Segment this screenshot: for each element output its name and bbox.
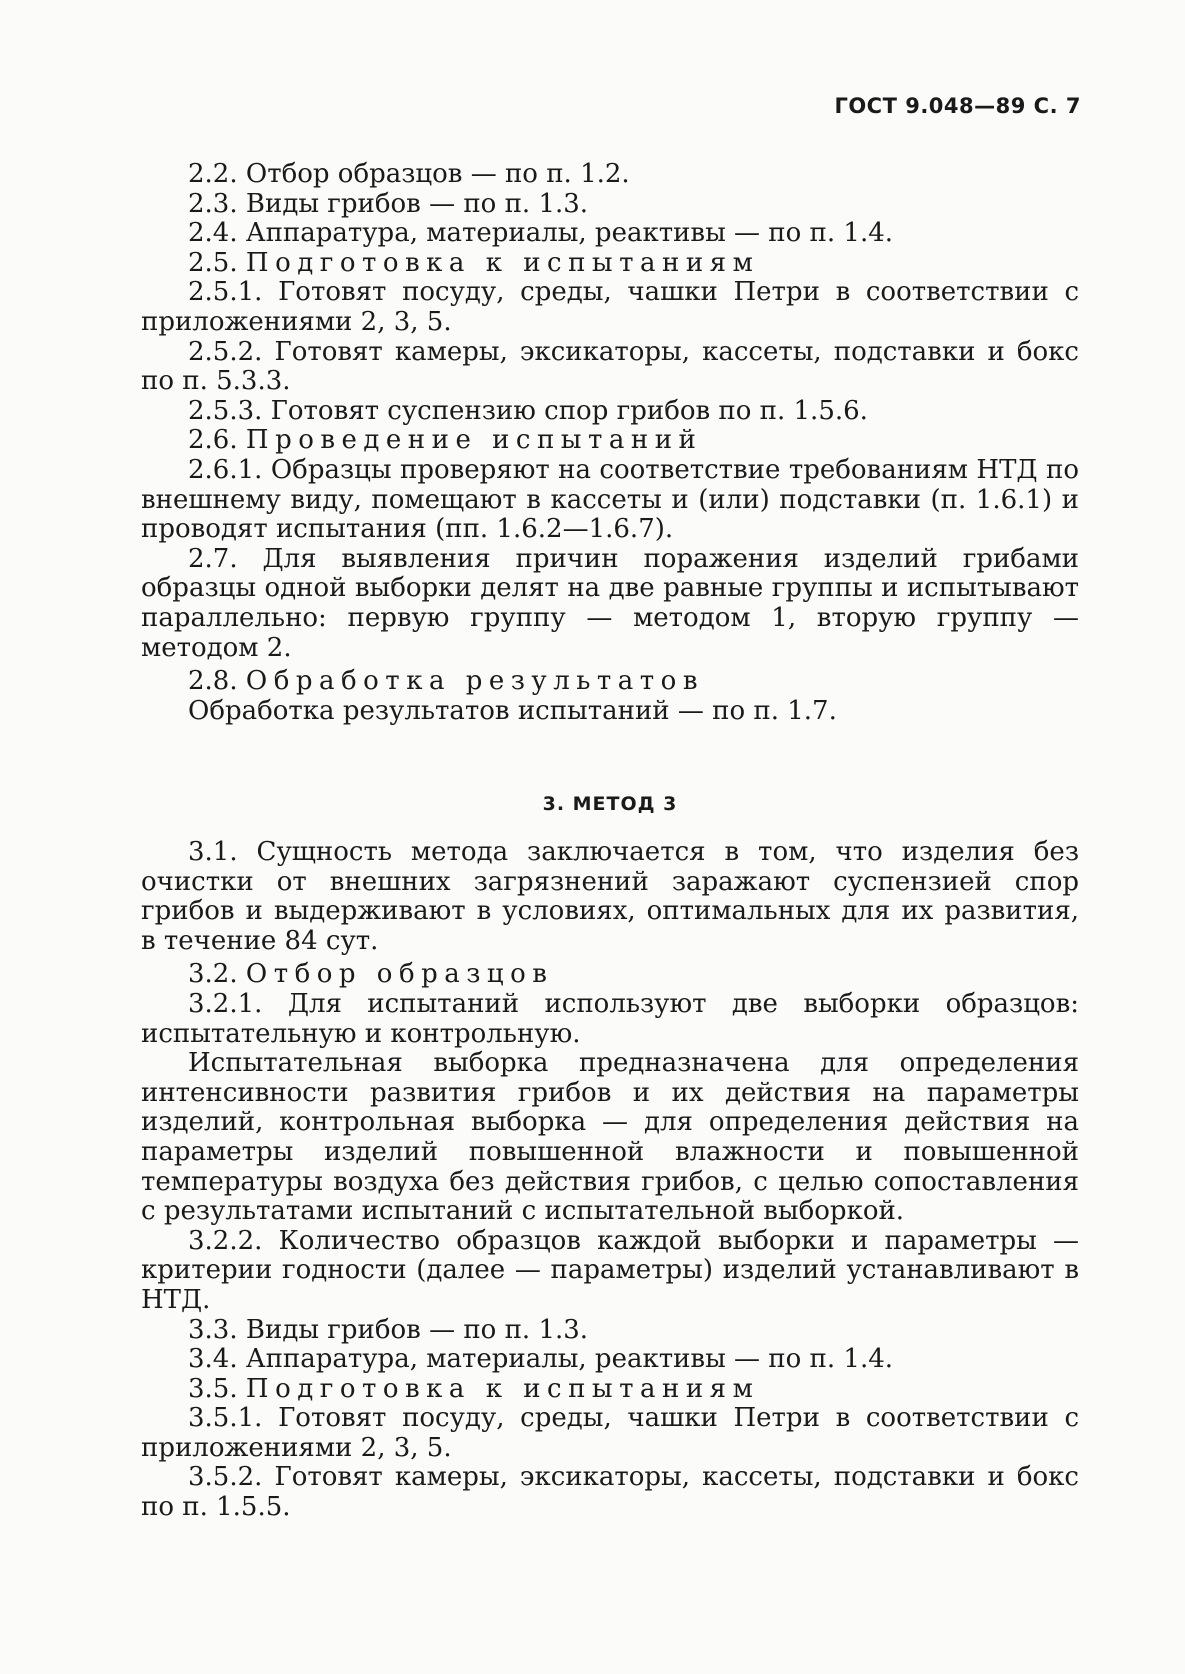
paragraph-3-1: 3.1. Сущность метода заключается в том, что изделия без очистки от внешних загрязнений заражают суспензией спор грибов и выдерживают в условиях, оптимальных для их развития, в течение 84 сут. (141, 837, 1079, 956)
paragraph-2-5-2: 2.5.2. Готовят камеры, эксикаторы, кассеты, подставки и бокс по п. 5.3.3. (141, 336, 1079, 397)
paragraph-3-3: 3.3. Виды грибов — по п. 1.3. (188, 1314, 589, 1345)
paragraph-3-5-2: 3.5.2. Готовят камеры, эксикаторы, кассеты, подставки и бокс по п. 1.5.5. (141, 1462, 1079, 1523)
section-3-body (141, 838, 1079, 1523)
paragraph-3-2-1-b: Испытательная выборка предназначена для определения интенсивности развития грибов и их действия на параметры изделий, контрольная выборка — для определения действия на параметры изделий повышенной влажности и повышенной температуры воздуха без действия грибов, с целью сопоставления с результатами испытаний с испытательной выборкой. (141, 1048, 1079, 1227)
paragraph-2-5-3: 2.5.3. Готовят суспензию спор грибов по п. 1.5.6. (188, 395, 868, 426)
subheading-3-5 (141, 1375, 1079, 1405)
subheading-2-8 (141, 667, 1079, 697)
subheading-3-2-number: 3.2. (188, 959, 238, 990)
subheading-2-6 (141, 426, 1079, 456)
paragraph-2-7: 2.7. Для выявления причин поражения изделий грибами образцы одной выборки делят на две равные группы и испытывают параллельно: первую группу — методом 1, вторую группу — методом 2. (141, 543, 1079, 663)
section-3-heading-block (141, 790, 1079, 820)
paragraph-2-2: 2.2. Отбор образцов — по п. 1.2. (188, 159, 630, 189)
paragraph-2-3: 2.3. Виды грибов — по п. 1.3. (188, 188, 589, 219)
subheading-2-5-number: 2.5. (188, 247, 238, 278)
subheading-3-5-number: 3.5. (188, 1373, 238, 1404)
subheading-2-6-number: 2.6. (188, 425, 238, 456)
section-3-title: 3. МЕТОД 3 (542, 793, 678, 815)
subheading-3-5-title: Подготовка к испытаниям (245, 1373, 760, 1404)
section-2-continued (141, 160, 1079, 726)
paragraph-3-5-1: 3.5.1. Готовят посуду, среды, чашки Петри в соответствии с приложениями 2, 3, 5. (141, 1403, 1079, 1463)
paragraph-2-4: 2.4. Аппаратура, материалы, реактивы — по п. 1.4. (188, 218, 894, 249)
subheading-3-2-title: Отбор образцов (245, 959, 554, 990)
subheading-2-5-title: Подготовка к испытаниям (245, 247, 760, 278)
subheading-2-8-number: 2.8. (188, 666, 238, 697)
subheading-2-6-title: Проведение испытаний (245, 425, 703, 456)
subheading-2-8-title: Обработка результатов (245, 666, 704, 697)
paragraph-2-5-1: 2.5.1. Готовят посуду, среды, чашки Петри в соответствии с приложениями 2, 3, 5. (141, 277, 1079, 337)
paragraph-3-4: 3.4. Аппаратура, материалы, реактивы — по п. 1.4. (188, 1344, 894, 1375)
subheading-2-5 (141, 249, 1079, 279)
paragraph-2-8-body: Обработка результатов испытаний — по п. 1.7. (188, 695, 837, 726)
paragraph-2-6-1: 2.6.1. Образцы проверяют на соответствие требованиям НТД по внешнему виду, помещают в кассеты и (или) подставки (п. 1.6.1) и проводят испытания (пп. 1.6.2—1.6.7). (141, 454, 1079, 545)
paragraph-3-2-1: 3.2.1. Для испытаний используют две выборки образцов: испытательную и контрольную. (141, 988, 1079, 1049)
paragraph-3-2-2: 3.2.2. Количество образцов каждой выборки и параметры — критерии годности (далее — параметры) изделий устанавливают в НТД. (141, 1225, 1079, 1315)
subheading-3-2 (141, 960, 1079, 990)
running-header: ГОСТ 9.048—89 С. 7 (834, 94, 1081, 118)
